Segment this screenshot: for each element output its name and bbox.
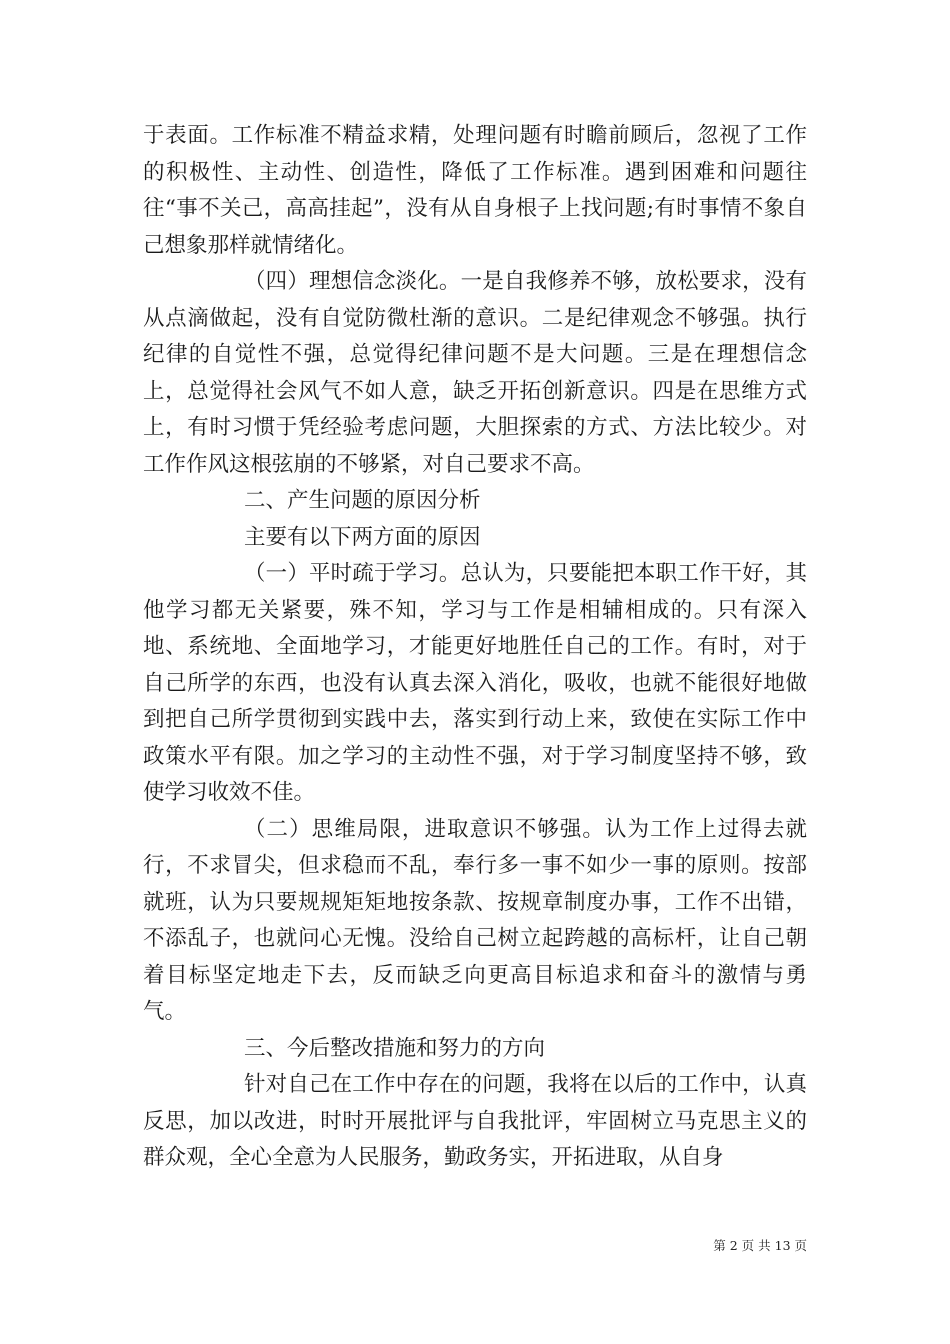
paragraph-measures: 针对自己在工作中存在的问题，我将在以后的工作中，认真反思，加以改进，时时开展批评与自我批评，牢固树立马克思主义的群众观，全心全意为人民服务，勤政务实，开拓进取，从自身 [143,1072,807,1170]
paragraph-section-4: （四）理想信念淡化。一是自我修养不够，放松要求，没有从点滴做起，没有自觉防微杜渐的意识。二是纪律观念不够强。执行纪律的自觉性不强，总觉得纪律问题不是大问题。三是在理想信念上，总觉得社会风气不如人意，缺乏开拓创新意识。四是在思维方式上，有时习惯于凭经验考虑问题，大胆探索的方式、方法比较少。对工作作风这根弦崩的不够紧，对自己要求不高。 [143,269,807,477]
paragraph-cause-2: （二）思维局限，进取意识不够强。认为工作上过得去就行，不求冒尖，但求稳而不乱，奉行多一事不如少一事的原则。按部就班，认为只要规规矩矩地按条款、按规章制度办事，工作不出错，不添乱子，也就问心无愧。没给自己树立起跨越的高标杆，让自己朝着目标坚定地走下去，反而缺乏向更高目标追求和奋斗的激情与勇气。 [143,816,807,1024]
heading-part-2: 二、产生问题的原因分析 [244,488,481,513]
page-number-footer: 第 2 页 共 13 页 [713,1238,807,1253]
paragraph-continuation: 于表面。工作标准不精益求精，处理问题有时瞻前顾后，忽视了工作的积极性、主动性、创造性，降低了工作标准。遇到困难和问题往往“事不关己，高高挂起”，没有从自身根子上找问题;有时事情不象自己想象那样就情绪化。 [143,123,807,258]
heading-part-3: 三、今后整改措施和努力的方向 [244,1035,546,1061]
paragraph-cause-1: （一）平时疏于学习。总认为，只要能把本职工作干好，其他学习都无关紧要，殊不知，学习与工作是相辅相成的。只有深入地、系统地、全面地学习，才能更好地胜任自己的工作。有时，对于自己所学的东西，也没有认真去深入消化，吸收，也就不能很好地做到把自己所学贯彻到实践中去，落实到行动上来，致使在实际工作中政策水平有限。加之学习的主动性不强，对于学习制度坚持不够，致使学习收效不佳。 [143,561,807,805]
paragraph-intro-causes: 主要有以下两方面的原因 [244,524,481,550]
document-body [143,118,807,1177]
